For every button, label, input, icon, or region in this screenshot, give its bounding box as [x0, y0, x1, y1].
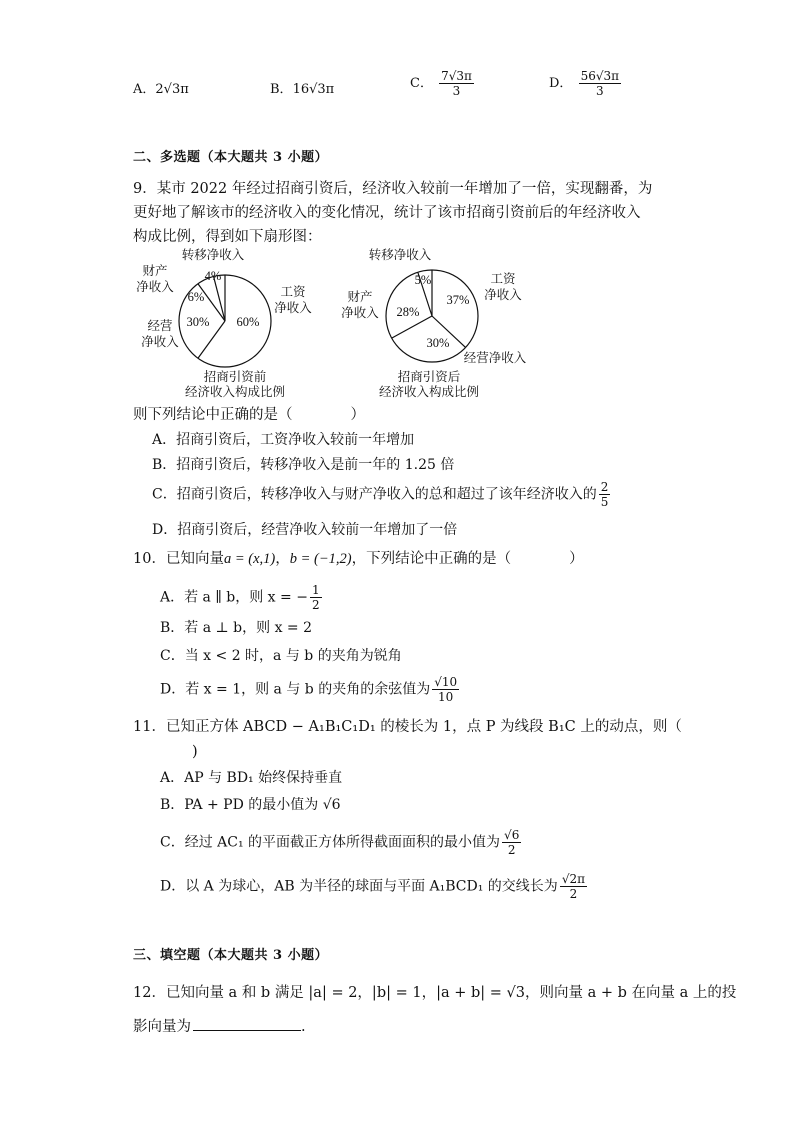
q8-option-a: A．2√3π	[133, 82, 189, 97]
pie-value-label: 6%	[187, 290, 205, 304]
vector-a-def: a = (x,1)	[223, 551, 276, 567]
pie-category-label: 经营	[147, 318, 173, 333]
pie-category-label: 净收入	[484, 287, 522, 302]
pie-category-label: 净收入	[141, 334, 179, 349]
pie-title: 招商引资前	[203, 369, 267, 384]
pie-chart-after	[341, 247, 527, 399]
q11-option-a: A．AP 与 BD₁ 始终保持垂直	[160, 770, 343, 786]
q11-line-1: 11．已知正方体 ABCD − A₁B₁C₁D₁ 的棱长为 1，点 P 为线段 B₁C 上的动点，则（	[133, 719, 682, 735]
pie-category-label: 工资	[490, 271, 516, 286]
pie-value-label: 37%	[446, 293, 470, 307]
pie-value-label: 60%	[236, 315, 260, 329]
q12-line-2: 影向量为 .	[133, 1016, 306, 1038]
pie-category-label: 净收入	[136, 279, 174, 294]
q11-option-d: D．以 A 为球心，AB 为半径的球面与平面 A₁BCD₁ 的交线长为 $\frac{√2\pi}{2}$	[160, 872, 585, 901]
q10-stem: 10．已知向量a = (x,1)，b = (−1,2)，下列结论中正确的是（ ）	[133, 551, 584, 567]
q9-line-2: 更好地了解该市的经济收入的变化情况，统计了该市招商引资前后的年经济收入	[133, 205, 641, 221]
pie-category-label: 工资	[280, 284, 306, 299]
q11-option-b: B．PA + PD 的最小值为 √6	[160, 797, 341, 813]
answer-blank[interactable]	[193, 1016, 301, 1031]
pie-category-label: 转移净收入	[368, 247, 432, 262]
pie-value-label: 28%	[396, 305, 420, 319]
pie-chart-before	[136, 247, 312, 399]
section-2-title: 二、多选题（本大题共 3 小题）	[133, 150, 329, 165]
pie-subtitle: 经济收入构成比例	[184, 384, 286, 399]
q10-option-c: C．当 x < 2 时，a 与 b 的夹角为锐角	[160, 648, 402, 664]
q8-option-c: C． $\frac{7√3\pi}{3}$	[410, 69, 472, 98]
q8-option-d: D． $\frac{56√3\pi}{3}$	[549, 69, 620, 98]
q10-option-b: B．若 a ⊥ b，则 x = 2	[160, 620, 312, 636]
q9-option-b: B．招商引资后，转移净收入是前一年的 1.25 倍	[152, 457, 455, 473]
pie-title: 招商引资后	[397, 369, 461, 384]
q8-option-b: B．16√3π	[270, 82, 335, 97]
pie-value-label: 30%	[426, 336, 450, 350]
q9-line-3: 构成比例，得到如下扇形图：	[133, 229, 322, 245]
q9-option-c: C．招商引资后，转移净收入与财产净收入的总和超过了该年经济收入的 $\frac{2}{5}$	[152, 480, 609, 509]
pie-category-label: 财产	[347, 289, 373, 304]
q12-line-1: 12．已知向量 a 和 b 满足 |a| = 2，|b| = 1，|a + b| = √3，则向量 a + b 在向量 a 上的投	[133, 985, 737, 1001]
q11-option-c: C．经过 AC₁ 的平面截正方体所得截面面积的最小值为 $\frac{√6}{2}$	[160, 828, 520, 857]
q11-line-2: )	[192, 744, 198, 760]
pie-subtitle: 经济收入构成比例	[378, 384, 480, 399]
q10-option-a: A．若 a ∥ b，则 x = − $\frac{1}{2}$	[160, 583, 320, 612]
q9-line-1: 9．某市 2022 年经过招商引资后，经济收入较前一年增加了一倍，实现翻番，为	[133, 181, 653, 197]
pie-category-label: 净收入	[274, 300, 312, 315]
vector-b-def: b = (−1,2)	[289, 551, 352, 567]
pie-charts	[125, 244, 545, 404]
q9-option-d: D．招商引资后，经营净收入较前一年增加了一倍	[152, 522, 458, 538]
pie-category-label: 财产	[142, 263, 168, 278]
pie-category-label: 经营净收入	[463, 350, 527, 365]
section-3-title: 三、填空题（本大题共 3 小题）	[133, 948, 329, 963]
q9-stem: 则下列结论中正确的是（ ）	[133, 407, 365, 423]
pie-category-label: 转移净收入	[181, 247, 245, 262]
pie-value-label: 4%	[204, 269, 222, 283]
pie-value-label: 30%	[186, 315, 210, 329]
q9-option-a: A．招商引资后，工资净收入较前一年增加	[152, 432, 415, 448]
q10-option-d: D．若 x = 1，则 a 与 b 的夹角的余弦值为 $\frac{√10}{10}$	[160, 675, 458, 704]
pie-value-label: 5%	[414, 273, 432, 287]
pie-category-label: 净收入	[341, 305, 379, 320]
